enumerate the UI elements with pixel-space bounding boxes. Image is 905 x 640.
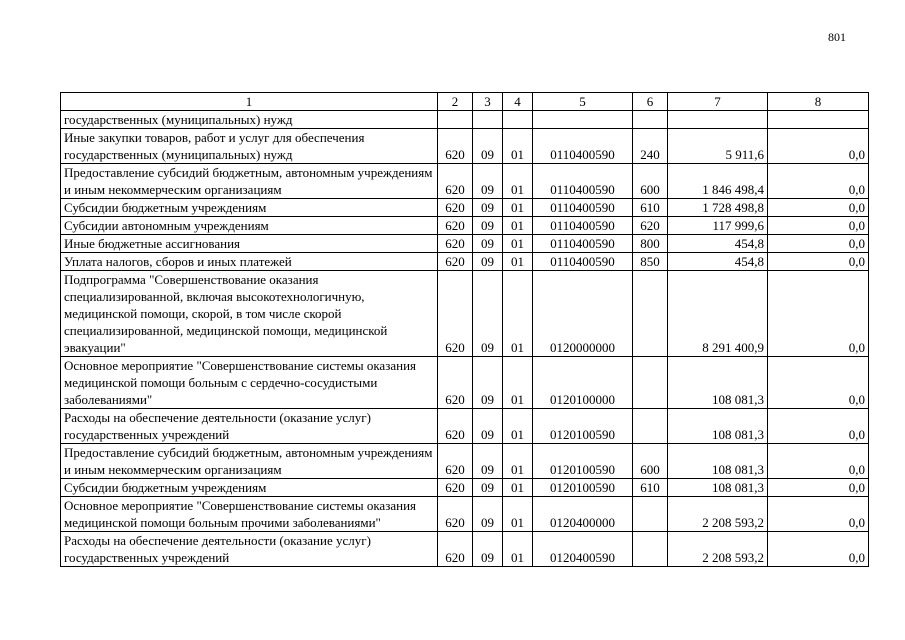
cell-amount-8: 0,0	[768, 357, 869, 409]
cell-code-5: 0110400590	[533, 235, 633, 253]
table-row	[61, 444, 869, 479]
cell-amount-8: 0,0	[768, 271, 869, 357]
cell-code-2: 620	[438, 253, 473, 271]
cell-code-3: 09	[473, 129, 503, 164]
cell-code-2: 620	[438, 357, 473, 409]
cell-code-2: 620	[438, 217, 473, 235]
cell-amount-7: 2 208 593,2	[668, 497, 768, 532]
column-header: 8	[768, 93, 869, 111]
cell-code-5: 0120100590	[533, 409, 633, 444]
cell-code-4: 01	[503, 479, 533, 497]
cell-description: Иные закупки товаров, работ и услуг для обеспечения государственных (муниципальных) нужд	[61, 129, 438, 164]
cell-description: государственных (муниципальных) нужд	[61, 111, 438, 129]
cell-code-3: 09	[473, 217, 503, 235]
cell-description: Предоставление субсидий бюджетным, автономным учреждениям и иным некоммерческим организациям	[61, 444, 438, 479]
cell-code-4: 01	[503, 357, 533, 409]
column-header: 7	[668, 93, 768, 111]
cell-amount-8: 0,0	[768, 479, 869, 497]
cell-description: Расходы на обеспечение деятельности (оказание услуг) государственных учреждений	[61, 409, 438, 444]
cell-code-2: 620	[438, 164, 473, 199]
cell-amount-8: 0,0	[768, 532, 869, 567]
cell-code-2: 620	[438, 235, 473, 253]
budget-table	[60, 92, 869, 567]
cell-code-3: 09	[473, 357, 503, 409]
cell-code-2: 620	[438, 199, 473, 217]
cell-amount-7: 8 291 400,9	[668, 271, 768, 357]
cell-code-6: 610	[633, 479, 668, 497]
table-row	[61, 235, 869, 253]
cell-code-3: 09	[473, 532, 503, 567]
cell-code-6: 610	[633, 199, 668, 217]
cell-code-2	[438, 111, 473, 129]
cell-code-5: 0120400000	[533, 497, 633, 532]
cell-code-3	[473, 111, 503, 129]
cell-code-4: 01	[503, 271, 533, 357]
cell-code-3: 09	[473, 479, 503, 497]
cell-amount-8: 0,0	[768, 164, 869, 199]
cell-description: Основное мероприятие "Совершенствование системы оказания медицинской помощи больным с сердечно-сосудистыми заболеваниями"	[61, 357, 438, 409]
cell-description: Расходы на обеспечение деятельности (оказание услуг) государственных учреждений	[61, 532, 438, 567]
table-row	[61, 497, 869, 532]
cell-code-4	[503, 111, 533, 129]
column-header: 5	[533, 93, 633, 111]
column-header: 1	[61, 93, 438, 111]
cell-description: Субсидии бюджетным учреждениям	[61, 199, 438, 217]
cell-code-5: 0120100590	[533, 444, 633, 479]
column-header: 4	[503, 93, 533, 111]
header-row	[61, 93, 869, 111]
cell-code-3: 09	[473, 497, 503, 532]
cell-code-5	[533, 111, 633, 129]
cell-code-6: 600	[633, 164, 668, 199]
table-row	[61, 409, 869, 444]
cell-code-3: 09	[473, 271, 503, 357]
cell-amount-8	[768, 111, 869, 129]
cell-code-4: 01	[503, 217, 533, 235]
table-row	[61, 357, 869, 409]
cell-code-2: 620	[438, 532, 473, 567]
cell-code-4: 01	[503, 409, 533, 444]
cell-amount-8: 0,0	[768, 129, 869, 164]
cell-amount-7: 117 999,6	[668, 217, 768, 235]
cell-description: Предоставление субсидий бюджетным, автономным учреждениям и иным некоммерческим организациям	[61, 164, 438, 199]
cell-code-4: 01	[503, 199, 533, 217]
cell-code-6: 800	[633, 235, 668, 253]
cell-description: Подпрограмма "Совершенствование оказания специализированной, включая высокотехнологичную, медицинской помощи, скорой, в том числе скорой специализированной, медицинской помощи, медицинской эвакуации"	[61, 271, 438, 357]
cell-code-2: 620	[438, 129, 473, 164]
cell-amount-7	[668, 111, 768, 129]
column-header: 3	[473, 93, 503, 111]
cell-amount-7: 454,8	[668, 253, 768, 271]
cell-code-4: 01	[503, 235, 533, 253]
table-row	[61, 253, 869, 271]
cell-amount-7: 1 728 498,8	[668, 199, 768, 217]
cell-code-5: 0110400590	[533, 253, 633, 271]
cell-amount-8: 0,0	[768, 497, 869, 532]
table-row	[61, 199, 869, 217]
cell-description: Уплата налогов, сборов и иных платежей	[61, 253, 438, 271]
cell-description: Субсидии бюджетным учреждениям	[61, 479, 438, 497]
cell-code-6	[633, 271, 668, 357]
cell-code-5: 0110400590	[533, 217, 633, 235]
cell-amount-7: 108 081,3	[668, 479, 768, 497]
cell-code-6: 240	[633, 129, 668, 164]
cell-code-4: 01	[503, 164, 533, 199]
table-row	[61, 164, 869, 199]
cell-amount-7: 108 081,3	[668, 357, 768, 409]
cell-code-4: 01	[503, 444, 533, 479]
table-body	[61, 111, 869, 567]
cell-code-4: 01	[503, 532, 533, 567]
cell-code-6	[633, 497, 668, 532]
cell-code-2: 620	[438, 271, 473, 357]
cell-amount-7: 5 911,6	[668, 129, 768, 164]
cell-code-6: 620	[633, 217, 668, 235]
cell-code-5: 0110400590	[533, 199, 633, 217]
cell-code-6: 600	[633, 444, 668, 479]
cell-amount-7: 1 846 498,4	[668, 164, 768, 199]
cell-amount-8: 0,0	[768, 253, 869, 271]
cell-amount-7: 108 081,3	[668, 409, 768, 444]
cell-code-4: 01	[503, 129, 533, 164]
cell-code-5: 0120000000	[533, 271, 633, 357]
cell-code-6	[633, 532, 668, 567]
cell-code-3: 09	[473, 235, 503, 253]
column-header: 6	[633, 93, 668, 111]
cell-code-2: 620	[438, 497, 473, 532]
cell-description: Основное мероприятие "Совершенствование системы оказания медицинской помощи больным прочими заболеваниями"	[61, 497, 438, 532]
cell-code-5: 0110400590	[533, 164, 633, 199]
table-row	[61, 111, 869, 129]
cell-amount-7: 2 208 593,2	[668, 532, 768, 567]
table-row	[61, 217, 869, 235]
cell-code-3: 09	[473, 199, 503, 217]
cell-code-6: 850	[633, 253, 668, 271]
table-row	[61, 532, 869, 567]
cell-description: Субсидии автономным учреждениям	[61, 217, 438, 235]
cell-description: Иные бюджетные ассигнования	[61, 235, 438, 253]
cell-amount-7: 108 081,3	[668, 444, 768, 479]
cell-code-5: 0120100590	[533, 479, 633, 497]
cell-amount-8: 0,0	[768, 217, 869, 235]
cell-code-6	[633, 357, 668, 409]
cell-code-2: 620	[438, 444, 473, 479]
cell-code-3: 09	[473, 253, 503, 271]
cell-code-5: 0120400590	[533, 532, 633, 567]
cell-code-4: 01	[503, 497, 533, 532]
cell-code-5: 0110400590	[533, 129, 633, 164]
cell-amount-8: 0,0	[768, 409, 869, 444]
cell-code-2: 620	[438, 409, 473, 444]
cell-code-6	[633, 409, 668, 444]
cell-amount-8: 0,0	[768, 444, 869, 479]
page-number: 801	[828, 30, 846, 44]
table-row	[61, 129, 869, 164]
cell-code-3: 09	[473, 164, 503, 199]
cell-code-6	[633, 111, 668, 129]
cell-amount-7: 454,8	[668, 235, 768, 253]
column-header: 2	[438, 93, 473, 111]
table-row	[61, 271, 869, 357]
cell-amount-8: 0,0	[768, 199, 869, 217]
cell-code-3: 09	[473, 409, 503, 444]
cell-code-4: 01	[503, 253, 533, 271]
cell-code-2: 620	[438, 479, 473, 497]
cell-code-3: 09	[473, 444, 503, 479]
cell-amount-8: 0,0	[768, 235, 869, 253]
table-row	[61, 479, 869, 497]
cell-code-5: 0120100000	[533, 357, 633, 409]
